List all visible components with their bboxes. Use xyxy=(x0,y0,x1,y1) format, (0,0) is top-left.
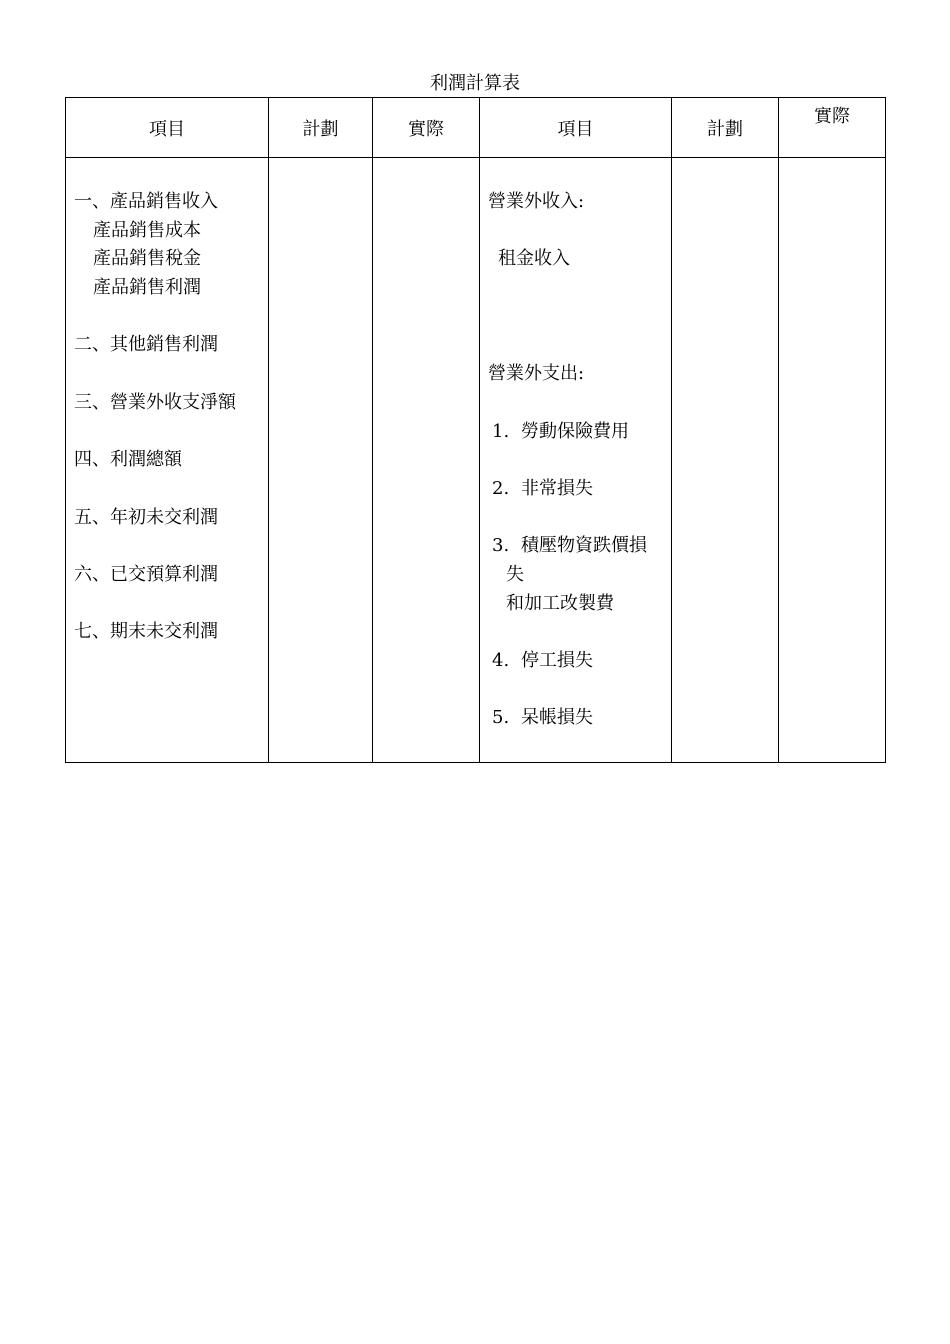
right-items-cell xyxy=(480,158,672,763)
list-number: 5. xyxy=(492,707,510,729)
list-item: 七、期末未交利潤 xyxy=(74,621,218,643)
list-label: 勞動保險費用 xyxy=(521,420,629,442)
profit-calculation-table xyxy=(65,97,886,763)
list-item: 產品銷售利潤 xyxy=(93,277,201,299)
list-item xyxy=(488,647,671,676)
header-plan-right: 計劃 xyxy=(672,98,779,158)
actual-left-cell xyxy=(373,158,480,763)
table-body-row xyxy=(66,158,886,763)
list-label: 停工損失 xyxy=(521,650,593,671)
header-item-left: 項目 xyxy=(66,98,269,158)
header-actual-right: 實際 xyxy=(779,98,886,158)
list-item: 四、利潤總額 xyxy=(74,449,182,471)
list-item-continuation: 和加工改製費 xyxy=(506,592,614,614)
list-item: 一、產品銷售收入 xyxy=(74,191,218,212)
list-item xyxy=(488,418,671,447)
header-item-right: 項目 xyxy=(480,98,672,158)
list-item: 產品銷售成本 xyxy=(93,219,201,241)
list-item: 租金收入 xyxy=(498,248,570,270)
table-header-row xyxy=(66,98,886,158)
list-number: 1. xyxy=(492,420,510,442)
header-actual-left: 實際 xyxy=(373,98,480,158)
list-number: 4. xyxy=(492,650,510,671)
list-item xyxy=(488,704,671,733)
list-label: 非常損失 xyxy=(521,477,593,499)
list-item: 二、其他銷售利潤 xyxy=(74,334,218,356)
plan-right-cell xyxy=(672,158,779,763)
list-item: 五、年初未交利潤 xyxy=(74,506,218,528)
list-item: 六、已交預算利潤 xyxy=(74,563,218,585)
list-item: 營業外收入: xyxy=(488,191,585,212)
list-item xyxy=(488,475,671,504)
plan-left-cell xyxy=(269,158,373,763)
list-item: 產品銷售稅金 xyxy=(93,248,201,270)
list-label: 呆帳損失 xyxy=(521,707,593,729)
left-items-cell xyxy=(66,158,269,763)
page-title: 利潤計算表 xyxy=(430,73,520,94)
list-item-continuation: 失 xyxy=(506,563,524,585)
list-number: 2. xyxy=(492,477,510,499)
header-plan-left: 計劃 xyxy=(269,98,373,158)
list-label: 積壓物資跌價損 xyxy=(521,535,647,557)
actual-right-cell xyxy=(779,158,886,763)
list-number: 3. xyxy=(492,535,510,557)
list-item: 營業外支出: xyxy=(488,363,585,385)
list-item: 三、營業外收支淨額 xyxy=(74,391,236,413)
list-item xyxy=(488,532,671,561)
